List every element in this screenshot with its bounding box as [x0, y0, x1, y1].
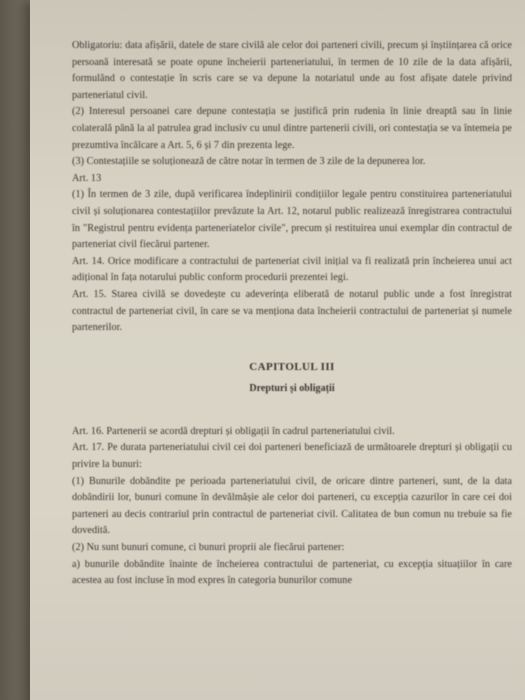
article-heading: Art. 13	[72, 172, 102, 184]
paragraph: (3) Contestațiile se soluționează de către notar în termen de 3 zile de la depunerea lor.	[72, 156, 426, 168]
paragraph: (1) Bunurile dobândite pe perioada parteneriatului civil, de oricare dintre parteneri, sunt, de la data dobândirii lor, bunuri comune în devălmășie ale celor doi parteneri, cu excepția cazurilor în care cei doi parteneri au decis contrariul prin contractul de parteneriat civil. Calitatea de bun comun nu trebuie sa fie dovedită.	[72, 475, 512, 537]
paragraph: a) bunurile dobândite înainte de încheierea contractului de parteneriat, cu excepția situațiilor în care acestea au fost incluse în mod expres în categoria bunurilor comune	[72, 558, 512, 587]
paragraph: Art. 17. Pe durata parteneriatului civil cei doi parteneri beneficiază de următoarele drepturi și obligații cu privire la bunuri:	[72, 442, 512, 471]
paragraph: (1) În termen de 3 zile, după verificarea îndeplinirii condițiilor legale pentru constituirea parteneriatului civil și soluționarea contestațiilor prevăzute la Art. 12, notarul public realizează înregistrarea contractului în "Registrul pentru evidența parteneriatelor civile", precum și restituirea unui exemplar din contractul de parteneriat civil fiecărui partener.	[72, 189, 512, 251]
paragraph: Art. 16. Partenerii se acordă drepturi și obligații în cadrul parteneriatului civil.	[72, 425, 395, 437]
paragraph: Obligatoriu: data afișării, datele de stare civilă ale celor doi parteneri civili, precum și înștiințarea că orice persoană interesată se poate opune încheierii parteneriatului, în termen de 10 zile de la data afișării, formulând o contestație în scris care se va depune la notariatul unde au fost afișate datele privind parteneriatul civil.	[72, 40, 512, 101]
paragraph: (2) Nu sunt bunuri comune, ci bunuri proprii ale fiecărui partener:	[72, 542, 345, 554]
chapter-subtitle: Drepturi și obligații	[249, 383, 335, 395]
paragraphs-bottom	[72, 424, 512, 590]
document-text	[72, 38, 512, 590]
chapter-heading	[72, 359, 512, 398]
paragraph: (2) Interesul persoanei care depune contestația se justifică prin rudenia în linie dreaptă sau în linie colaterală până la al patrulea grad inclusiv cu unul dintre partenerii civili, ori contestația se va întemeia pe prezumtiva încălcare a Art. 5, 6 și 7 din prezenta lege.	[72, 106, 512, 151]
paragraph: Art. 14. Orice modificare a contractului de parteneriat civil inițial va fi realizată prin încheierea unui act adițional în fața notarului public conform procedurii prezentei legi.	[72, 255, 512, 284]
paragraphs-top	[72, 38, 512, 337]
chapter-title: CAPITOLUL III	[249, 360, 335, 373]
paragraph: Art. 15. Starea civilă se dovedește cu adeverința eliberată de notarul public unde a fost înregistrat contractul de parteneriat civil, în care se va menționa data încheierii contractului de parteneriat și numele partenerilor.	[72, 288, 512, 334]
